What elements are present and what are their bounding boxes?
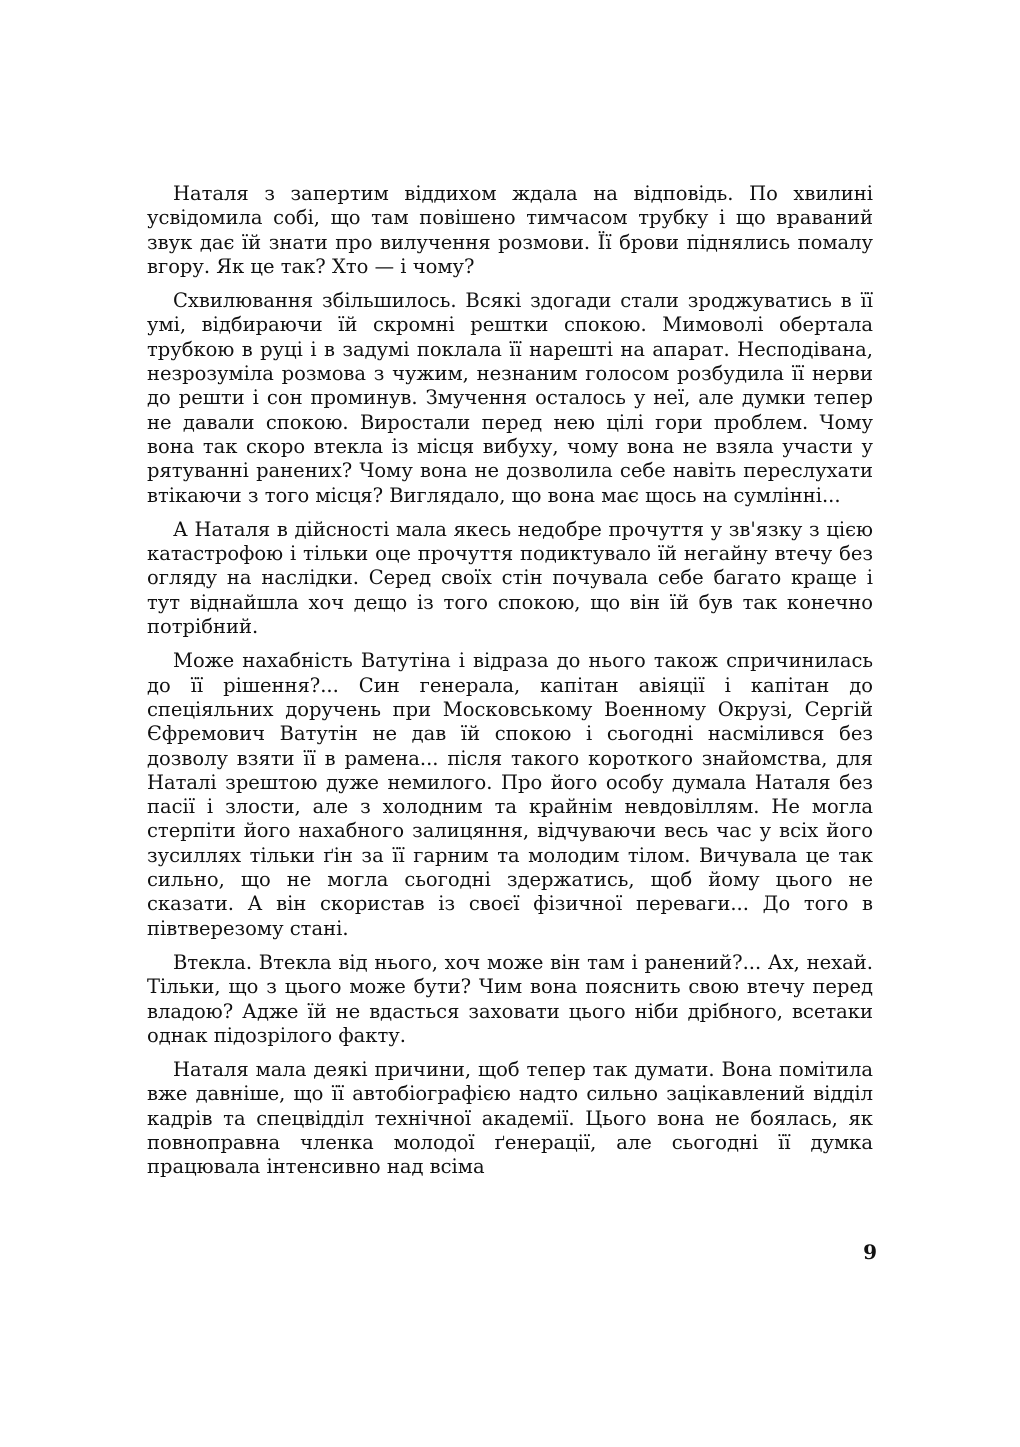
paragraph-1: Наталя з запертим віддихом ждала на відповідь. По хвилині усвідомила собі, що там повішено тимчасом трубку і що враваний звук дає їй знати про вилучення розмови. Її брови піднялись помалу вгору. Як це так? Хто — і чому? (147, 182, 873, 278)
paragraph-5: Втекла. Втекла від нього, хоч може він там і ранений?... Ах, нехай. Тільки, що з цього може бути? Чим вона пояснить свою втечу перед владою? Адже їй не вдасться заховати цього ніби дрібного, всетаки однак підозрілого факту. (147, 950, 873, 1047)
paragraph-4: Може нахабність Ватутіна і відраза до нього також спричинилась до її рішення?... Син генерала, капітан авіяції і капітан до спеціяльних доручень при Московському Военному Окрузі, Сергій Єфремович Ватутін не дав їй спокою і сьогодні насмілився без дозволу взяти її в рамена... після такого короткого знайомства, для Наталі зрештою дуже немилого. Про його особу думала Наталя без пасії і злости, але з холодним та крайнім невдовіллям. Не могла стерпіти його нахабного залицяння, відчуваючи весь час у всіх його зусиллях тільки ґін за її гарним та молодим тілом. Вичувала це так сильно, що не могла сьогодні здержатись, щоб йому цього не сказати. А він скористав із своєї фізичної переваги... До того в півтверезому стані. (147, 649, 873, 940)
paragraph-3: А Наталя в дійсності мала якесь недобре прочуття у зв'язку з цією катастрофою і тільки оце прочуття подиктувало їй негайну втечу без огляду на наслідки. Серед своїх стін почувала себе багато краще і тут віднайшла хоч дещо із того спокою, що він їй був так конечно потрібний. (147, 517, 873, 639)
body-text (147, 182, 873, 1180)
paragraph-2: Схвилювання збільшилось. Всякі здогади стали зроджуватись в її умі, відбираючи їй скромні рештки спокою. Мимоволі обертала трубкою в руці і в задумі поклала її нарешті на апарат. Несподівана, незрозуміла розмова з чужим, незнаним голосом розбудила її нерви до решти і сон проминув. Змучення осталось у неї, але думки тепер не давали спокою. Виростали перед нею цілі гори проблем. Чому вона так скоро втекла із місця вибуху, чому вона не взяла участи у рятуванні ранених? Чому вона не дозволила себе навіть переслухати втікаючи з того місця? Виглядало, що вона має щось на сумлінні... (147, 289, 873, 507)
paragraph-6: Наталя мала деякі причини, щоб тепер так думати. Вона помітила вже давніше, що її автобіографією надто сильно зацікавлений відділ кадрів та спецвідділ технічної академії. Цього вона не боялась, як повноправна членка молодої ґенерації, але сьогодні її думка працювала інтенсивно над всіма (147, 1058, 873, 1179)
page-number: 9 (863, 1240, 877, 1264)
